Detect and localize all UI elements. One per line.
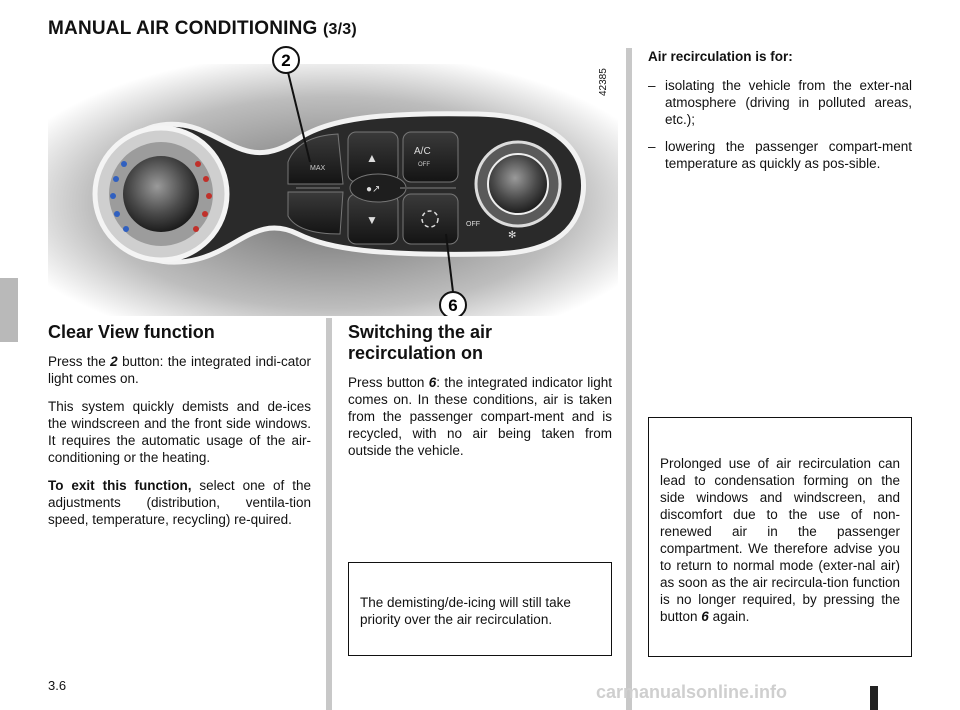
section-heading: Switching the air recirculation on — [348, 322, 493, 363]
fan-off-label: OFF — [466, 221, 480, 228]
page-number: 3.6 — [48, 678, 67, 693]
paragraph: To exit this function, select one of the adjustments (distribution, ventila-tion speed, temperature, recycling) re-quired. — [48, 478, 311, 527]
page-title: MANUAL AIR CONDITIONING (3/3) — [48, 18, 357, 39]
triangle-down-icon: ▼ — [366, 213, 378, 227]
recirculation-button — [403, 194, 458, 244]
button-grid — [288, 132, 458, 244]
warning-text: Prolonged use of air recirculation can lead to condensation forming on the side windows and windscreen, and discomfort due to the use of non-renewed air in the passenger compartment. We therefore advise you to return to normal mode (exter-nal air) as soon as the air recircula-tion function is no longer required, by pressing the button 6 again. — [660, 456, 900, 624]
fan-icon: ✻ — [508, 230, 517, 241]
page-edge-marker — [870, 686, 878, 710]
recirculation-section — [348, 322, 612, 470]
air-distribution-icon: ●↗ — [366, 184, 381, 195]
figure-id: 42385 — [598, 68, 609, 96]
paragraph: This system quickly demists and de-ices the windscreen and the front side windows. It requires the automatic usage of the air-conditioning or the heating. — [48, 399, 311, 465]
recirculation-info-section — [648, 49, 912, 182]
column-divider — [626, 48, 632, 710]
temperature-knob — [123, 156, 199, 232]
list-item: – lowering the passenger compart-ment temperature as quickly as pos-sible. — [648, 139, 912, 171]
button-reference: 2 — [110, 354, 118, 369]
clear-view-section — [48, 322, 311, 539]
column-divider — [326, 318, 332, 710]
paragraph: Press the 2 button: the integrated indi-cator light comes on. — [48, 354, 311, 386]
ac-off-label: OFF — [418, 162, 430, 168]
list-heading: Air recirculation is for: — [648, 49, 793, 64]
triangle-up-icon: ▲ — [366, 151, 378, 165]
ac-button — [403, 132, 458, 182]
watermark: carmanualsonline.info — [596, 682, 788, 702]
control-panel-illustration — [48, 44, 618, 316]
button-reference: 6 — [701, 609, 709, 624]
button-reference: 6 — [428, 375, 437, 390]
section-heading: Clear View function — [48, 322, 215, 342]
note-text: The demisting/de-icing will still take priority over the air recirculation. — [360, 595, 571, 627]
chapter-tab — [0, 278, 18, 342]
max-label: MAX — [310, 165, 326, 172]
dash-bullet: – — [648, 78, 656, 93]
callout-6: 6 — [448, 296, 458, 315]
callout-2: 2 — [281, 51, 291, 70]
list-item: – isolating the vehicle from the exter-nal atmosphere (driving in polluted areas, etc.); — [648, 78, 912, 127]
warning-box — [648, 417, 912, 657]
dash-bullet: – — [648, 139, 656, 154]
ac-label: A/C — [414, 146, 431, 157]
paragraph: Press button 6: the integrated indicator light comes on. In these conditions, air is taken from the passenger compart-ment and is recycled, with no air being taken from outside the vehicle. — [348, 375, 613, 458]
info-box — [348, 562, 612, 656]
fan-knob — [488, 154, 548, 214]
title-part-indicator: (3/3) — [323, 21, 357, 38]
